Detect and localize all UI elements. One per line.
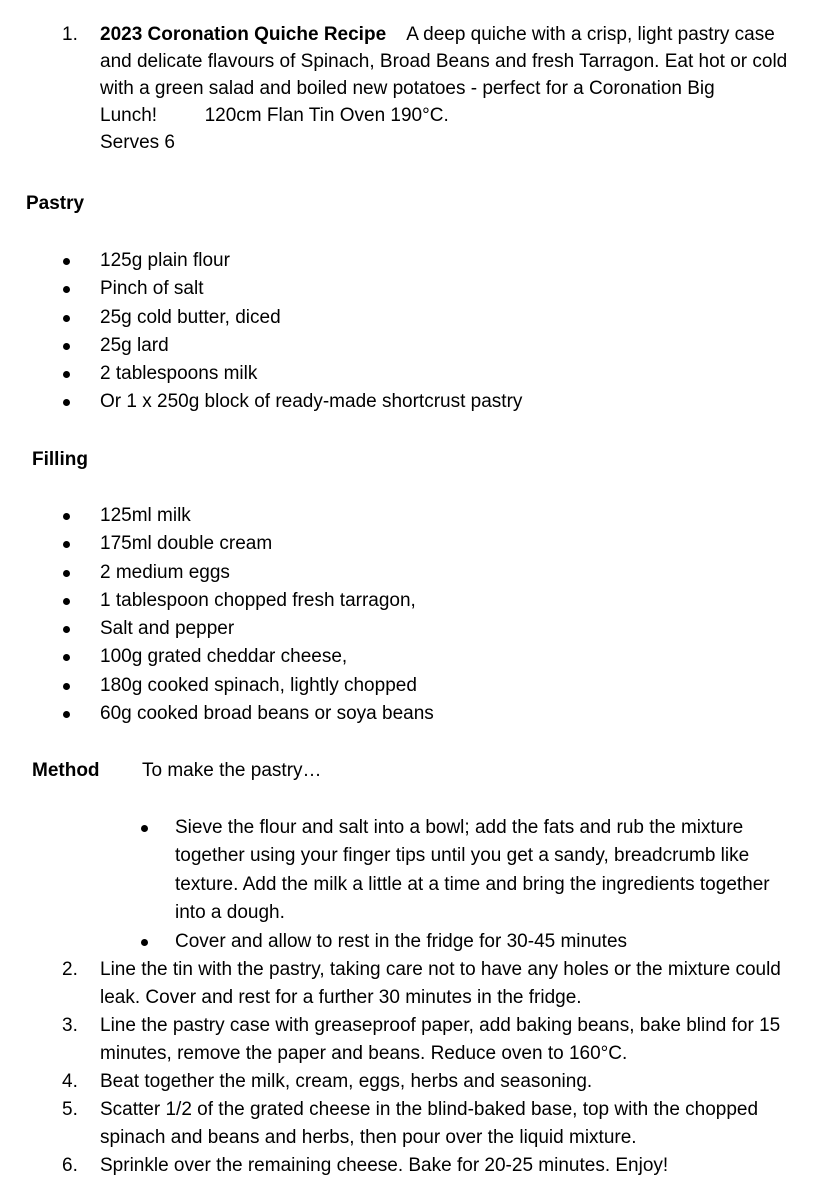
bullet-icon [63, 258, 70, 265]
step-number: 2. [62, 959, 78, 980]
step-number: 4. [62, 1071, 78, 1092]
list-item: 100g grated cheddar cheese, [0, 643, 819, 671]
step-number: 3. [62, 1015, 78, 1036]
step-number: 6. [62, 1155, 78, 1176]
filling-heading: Filling [32, 449, 88, 470]
list-item: 125g plain flour [0, 247, 819, 275]
list-item: Or 1 x 250g block of ready-made shortcrust pastry [0, 388, 819, 416]
intro-paragraph [100, 21, 800, 156]
bullet-icon [63, 315, 70, 322]
list-item: 2 tablespoons milk [0, 360, 819, 388]
method-heading: Method [32, 760, 100, 781]
bullet-icon [63, 570, 70, 577]
pastry-ingredient-list [0, 247, 819, 417]
intro-number: 1. [62, 24, 78, 45]
step-text: Sprinkle over the remaining cheese. Bake for 20-25 minutes. Enjoy! [100, 1155, 669, 1176]
step-text: Scatter 1/2 of the grated cheese in the blind-baked base, top with the chopped spinach and beans and herbs, then pour over the liquid mixture. [100, 1099, 759, 1149]
bullet-icon [141, 939, 148, 946]
pastry-heading: Pastry [26, 193, 85, 214]
recipe-equipment: 120cm Flan Tin Oven 190°C. [204, 105, 449, 126]
list-item: 2 medium eggs [0, 559, 819, 587]
bullet-icon [63, 286, 70, 293]
bullet-icon [63, 399, 70, 406]
bullet-icon [141, 825, 148, 832]
bullet-icon [63, 654, 70, 661]
bullet-icon [63, 371, 70, 378]
method-intro: To make the pastry… [142, 760, 322, 781]
bullet-icon [63, 711, 70, 718]
bullet-icon [63, 541, 70, 548]
list-item: 180g cooked spinach, lightly chopped [0, 672, 819, 700]
filling-ingredient-list [0, 502, 819, 728]
list-item: Pinch of salt [0, 275, 819, 303]
bullet-icon [63, 683, 70, 690]
step-text: Beat together the milk, cream, eggs, herbs and seasoning. [100, 1071, 593, 1092]
list-item: 1 tablespoon chopped fresh tarragon, [0, 587, 819, 615]
list-item: 175ml double cream [0, 530, 819, 558]
bullet-icon [63, 513, 70, 520]
step-number: 5. [62, 1099, 78, 1120]
recipe-description: A deep quiche with a crisp, light pastry case and delicate flavours of Spinach, Broad Beans and fresh Tarragon. Eat hot or cold with a green salad and boiled new potatoes - perfect for a Coronation Big Lunch! [100, 24, 788, 126]
list-item: Salt and pepper [0, 615, 819, 643]
step-text: Line the pastry case with greaseproof paper, add baking beans, bake blind for 15 minutes, remove the paper and beans. Reduce oven to 160°C. [100, 1015, 781, 1065]
bullet-icon [63, 598, 70, 605]
bullet-icon [63, 343, 70, 350]
recipe-document: 1. 2023 Coronation Quiche Recipe A deep quiche with a crisp, light pastry case and delicate flavours of Spinach, Broad Beans and fresh Tarragon. Eat hot or cold with a green salad and boiled new potatoes - perfect for a Coronation Big Lunch! 120cm Flan Tin Oven 190°C. Serves 6 Pastry 125g plain flour Pinch of salt 25g cold butter, diced 25g lard 2 tablespoons milk Or 1 x 250g block of ready-made shortcrust pastry Filling 125ml milk 175ml double cream 2 medium eggs 1 tablespoon chopped fresh tarragon, Salt and pepper 100g grated cheddar cheese, 180g cooked spinach, lightly chopped 60g cooked broad beans or soya beans Method To make the pastry… Sieve the flour and salt into a bowl; add the fats and rub the mixture together using your finger tips until you get a sandy, breadcrumb like texture. Add the milk a little at a time and bring the ingredients together into a dough. Cover and allow to rest in the fridge for 30-45 minutes 2. Line the tin with the pastry, taking care not to have any holes or the mixture could leak. Cover and rest for a further 30 minutes in the fridge. 3. Line the pastry case with greaseproof paper, add baking beans, bake blind for 15 minutes, remove the paper and beans. Reduce oven to 160°C. 4. Beat together the milk, cream, eggs, herbs and seasoning. 5. Scatter 1/2 of the grated cheese in the blind-baked base, top with the chopped spinach and beans and herbs, then pour over the liquid mixture. 6. Sprinkle over the remaining cheese. Bake for 20-25 minutes. Enjoy! [0, 0, 819, 1200]
list-item: 60g cooked broad beans or soya beans [0, 700, 819, 728]
list-item: 25g cold butter, diced [0, 304, 819, 332]
recipe-serves: Serves 6 [100, 132, 175, 153]
recipe-title: 2023 Coronation Quiche Recipe [100, 24, 387, 45]
step-text: Line the tin with the pastry, taking care not to have any holes or the mixture could leak. Cover and rest for a further 30 minutes in the fridge. [100, 959, 781, 1009]
list-item: 25g lard [0, 332, 819, 360]
list-item: 125ml milk [0, 502, 819, 530]
bullet-icon [63, 626, 70, 633]
